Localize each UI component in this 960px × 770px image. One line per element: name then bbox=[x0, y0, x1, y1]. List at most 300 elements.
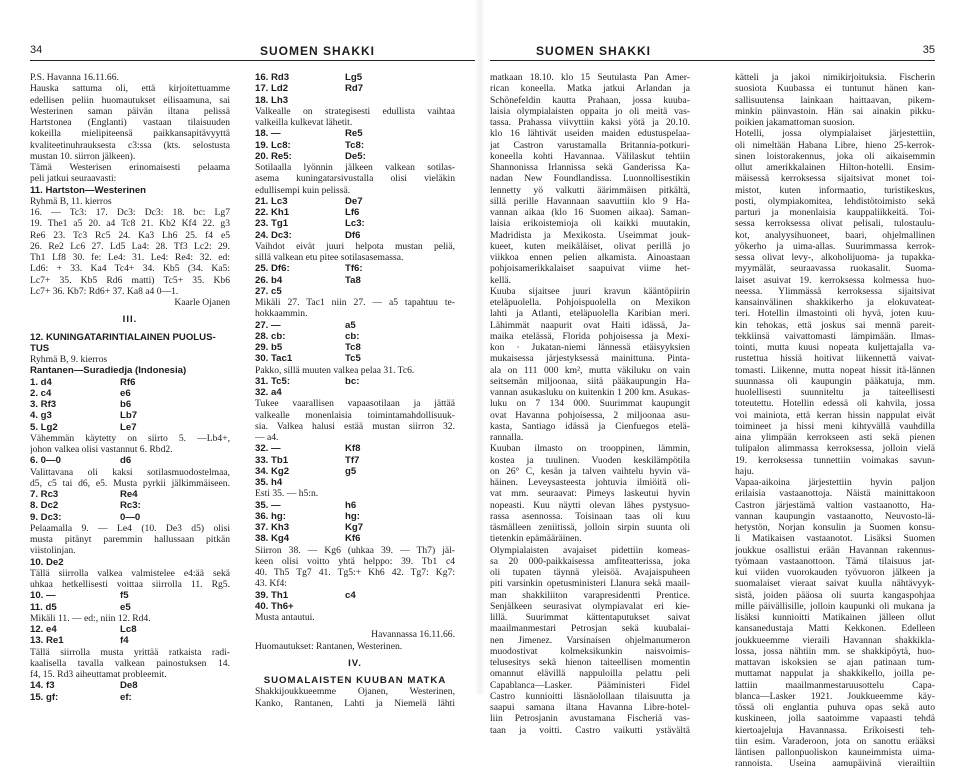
text-line: myymälät, seuraavassa ruokasalit. Suoma- bbox=[735, 263, 935, 275]
text-line: luku on 7 134 000. Suurimmat kaupungit bbox=[490, 398, 690, 410]
black-move: Kg7 bbox=[345, 522, 364, 533]
text-line: Kanko, Rantanen, Lahti ja Niemelä lähti bbox=[255, 697, 455, 709]
text-line: kasta, Santiago idässä ja Cienfuegos etelä- bbox=[490, 420, 690, 432]
text-line: kin tehokas, että joskus sai mennä pareit- bbox=[735, 319, 935, 331]
text-line: kot, analyysihuoneet, baari, ohjelmallinen bbox=[735, 229, 935, 241]
text-line: sillä valkean etu pitee sotilasasemassa. bbox=[255, 252, 404, 263]
text-line: Mikäli 11. — ed:, niin 12. Rd4. bbox=[30, 612, 151, 624]
move-line bbox=[255, 207, 455, 218]
black-move: Le7 bbox=[120, 421, 137, 433]
text-line: suosiota Kuubassa ei tuntunut hänen kan- bbox=[735, 83, 935, 95]
text-line: vat mm. seuraavat: Pimeys laskeutui hyvin bbox=[490, 488, 690, 500]
left-page-number: 34 bbox=[30, 44, 43, 56]
move-line bbox=[255, 455, 455, 466]
text-line: Shakkijoukkueemme Ojanen, Westerinen, bbox=[255, 686, 455, 698]
white-move: 1. d4 bbox=[30, 376, 52, 388]
text-line: Hotelli, jossa olympialaiset järjestettiin, bbox=[735, 128, 935, 140]
text-line: Re6 23. Tc3 Rc5 24. Ka3 Lh6 25. f4 e5 bbox=[30, 229, 230, 241]
bold-line: TUS bbox=[30, 342, 50, 354]
black-move: d6 bbox=[120, 455, 132, 467]
text-line: kellä. bbox=[490, 274, 512, 286]
text-line: 16. — Tc3: 17. Dc3: Dc3: 18. bc: Lg7 bbox=[30, 207, 230, 218]
text-line: sa 20 000-paikkaisessa amfiteatterissa, joka bbox=[490, 555, 690, 567]
text-line: liin Petrosjanin avustamana Fischeriä vas- bbox=[490, 713, 690, 725]
white-move: 11. d5 bbox=[30, 601, 57, 613]
text-line: d5, c5 tai d6, e5. Musta pyrkii jälkimmäiseen. bbox=[30, 477, 230, 489]
text-line: sallisuutensa lainkaan haittaavan, pikem- bbox=[735, 94, 935, 106]
white-move: 24. Dc3: bbox=[255, 229, 292, 241]
text-line: viistolinjan. bbox=[30, 545, 76, 557]
text-line: Westerinen saman päivän iltana pelissä bbox=[30, 105, 230, 117]
white-move: 30. Tac1 bbox=[255, 353, 293, 365]
text-line: rannalla. bbox=[490, 432, 524, 443]
move-line bbox=[30, 410, 230, 421]
move-line bbox=[30, 635, 230, 646]
text-line: mukaisessa järjestyksessä mainittuna. Pinta- bbox=[490, 353, 690, 365]
text-line: — a4. bbox=[255, 432, 279, 443]
black-move: Ta8 bbox=[345, 274, 361, 286]
text-line: 19. kerroksessa tunnettiin voimakas savun- bbox=[735, 454, 935, 466]
white-move: 16. Rd3 bbox=[255, 72, 290, 83]
white-move: 35. — bbox=[255, 499, 281, 511]
text-line: minkin päinvastoin. Hän sai ainakin pikku- bbox=[735, 105, 935, 117]
text-line: on 26° C, kesän ja talven vaihtelu hyvin vä- bbox=[490, 465, 690, 477]
text-line: omannut elävillä nappuloilla pelattu peli bbox=[490, 668, 690, 680]
right-header-rule bbox=[490, 60, 935, 61]
white-move: 17. Ld2 bbox=[255, 83, 289, 95]
text-line: li Matikaisen vastaanotot. Lisäksi Suomen bbox=[735, 533, 935, 545]
text-line: oli nimeltään Habana Libre, hieno 25-kerrok- bbox=[735, 139, 935, 151]
left-page-header bbox=[30, 44, 475, 60]
text-line: kiertoajeluja Havannassa. Erikoisesti teh- bbox=[735, 724, 935, 736]
move-line bbox=[30, 399, 230, 410]
move-line bbox=[30, 590, 230, 601]
white-move: 7. Rc3 bbox=[30, 489, 59, 500]
black-move: g5 bbox=[345, 465, 357, 477]
bold-line: 27. c5 bbox=[255, 285, 282, 297]
text-line: rustettua hissiä hoitivat liikennettä vaivat- bbox=[735, 353, 935, 365]
black-move: Tc5 bbox=[345, 353, 361, 365]
text-line: P.S. Havanna 16.11.66. bbox=[30, 72, 119, 83]
text-line: kvaliteetinuhrauksesta c3:ssa (kts. selostusta bbox=[30, 139, 230, 151]
black-move: h6 bbox=[345, 499, 357, 511]
move-line bbox=[255, 140, 455, 151]
left-running-title: SUOMEN SHAKKI bbox=[260, 44, 376, 58]
text-line: saapui samana iltana Havanna Libre-hotel- bbox=[490, 702, 690, 713]
text-line: toimineet ja hissi meni kihtyvällä vauhdilla bbox=[735, 420, 935, 432]
text-line: Castro kunnioitti läsnäolollaan tilaisuutta ja bbox=[490, 690, 690, 702]
text-line: mille päivällisille, jolloin kaupunki oli mukana ja bbox=[735, 600, 935, 612]
text-line: piti varsinkin opetusministeri Llanura sekä maail- bbox=[490, 578, 690, 590]
white-move: 18. — bbox=[255, 128, 281, 140]
text-line: kokeilla mielipiteensä paikkansapitävyyttä bbox=[30, 128, 230, 140]
bold-line: 12. KUNINGATARINTIALAINEN PUOLUS- bbox=[30, 331, 216, 343]
text-line: tössä oli englantia puhuva opas sekä auto bbox=[735, 702, 935, 713]
text-line: kansainvälinen shakkikerho ja elokuvateat- bbox=[735, 297, 935, 308]
text-line: Valittavana oli kaksi sotilasmuodostelmaa, bbox=[30, 466, 230, 478]
move-line bbox=[255, 443, 455, 454]
black-move: f5 bbox=[120, 590, 129, 602]
text-line: teri. Hotellin ilmastointi oli hyvä, joten kuu- bbox=[735, 308, 935, 320]
text-line: Vapaa-aikoina järjestettiin hyvin paljon bbox=[735, 477, 935, 488]
text-line: ollut amerikkalainen Hilton-hotelli. Ensim- bbox=[735, 162, 935, 173]
text-line: Vaihdot eivät juuri helpota mustan peliä, bbox=[255, 240, 455, 252]
move-line bbox=[255, 522, 455, 533]
white-move: 25. Df6: bbox=[255, 263, 290, 275]
move-line bbox=[255, 511, 455, 522]
text-line: hetystön, Norjan konsulin ja Suomen konsu- bbox=[735, 522, 935, 533]
text-line: mustan 10. siirron jälkeen). bbox=[30, 150, 136, 162]
text-line: Hauska sattuma oli, että kirjoitettuamme bbox=[30, 83, 230, 95]
text-line: tietenkin epämääräinen. bbox=[490, 533, 582, 545]
black-move: Tc8 bbox=[345, 342, 361, 353]
text-line: kansanedustaja Matti Kekkonen. Edelleen bbox=[735, 623, 935, 635]
text-line: Madridista ja Mexikosta. Useimmat jouk- bbox=[490, 229, 690, 241]
move-line bbox=[255, 500, 455, 511]
move-line bbox=[255, 466, 455, 477]
black-move: cb: bbox=[345, 330, 360, 342]
text-line: maika etelässä, Florida pohjoisessa ja Mexi- bbox=[490, 330, 690, 342]
text-line: Vähemmän käytetty on siirto 5. —Lb4+, bbox=[30, 432, 230, 444]
bold-line: 32. a4 bbox=[255, 387, 282, 398]
text-line: Huomautukset: Rantanen, Westerinen. bbox=[255, 640, 403, 652]
text-line: sessa kerroksessa olivat pelisali, tulostaulu- bbox=[735, 218, 935, 230]
text-line: 19. The1 a5 20. a4 Tc8 21. Kb2 Kf4 22. g3 bbox=[30, 218, 230, 230]
text-line: Tällä siirrolla musta yrittää ratkaista radi- bbox=[30, 646, 230, 658]
text-line: voi mainiota, että kerran hissin nappulat eivät bbox=[735, 409, 935, 421]
white-move: 15. gf: bbox=[30, 691, 59, 703]
text-line: tomasti. Liikenne, mutta nopeat hissit itä-lännen bbox=[735, 364, 935, 376]
text-line: sinen loistorakennus, joka oli aikaisemmin bbox=[735, 150, 935, 162]
text-line: tulipalon alimmassa kerroksessa, jolloin vielä bbox=[735, 443, 935, 455]
move-line bbox=[30, 512, 230, 523]
black-move: a5 bbox=[345, 319, 356, 331]
bold-line: 40. Th6+ bbox=[255, 600, 294, 612]
text-line: Th1 Lf8 30. fe: Le4: 31. Le4: Re4: 32. ed: bbox=[30, 252, 230, 263]
move-line bbox=[255, 320, 455, 331]
text-line: joukkueemme vieraili Havannan shakkikla- bbox=[735, 634, 935, 646]
white-move: 3. Rf3 bbox=[30, 399, 57, 410]
text-line: haju. bbox=[735, 465, 754, 477]
black-move: Tf6: bbox=[345, 263, 363, 275]
black-move: e5 bbox=[120, 601, 131, 613]
text-line: Lc7+ 35. Kb5 Rd6 matti) Tc5+ 35. Kb6 bbox=[30, 274, 230, 286]
bold-line: 11. Hartston—Westerinen bbox=[30, 184, 147, 196]
text-line: ovat Havanna pohjoisessa, 2 miljoonaa asu- bbox=[490, 409, 690, 421]
white-move: 38. Kg4 bbox=[255, 533, 290, 545]
black-move: Lc3: bbox=[345, 218, 365, 230]
text-line: neessa. Ylimmässä kerroksessa sijaitsivat bbox=[735, 285, 935, 297]
text-line: vannan aikaa (klo 16 Suomen aikaa). Saman- bbox=[490, 207, 690, 218]
text-line: Ryhmä B, 9. kierros bbox=[30, 354, 108, 365]
text-line: mäisessä kerroksessa sijaitsivat monet toi- bbox=[735, 173, 935, 185]
right-page-number: 35 bbox=[922, 44, 935, 56]
text-line: f4, 15. Rd3 aiheuttamat probleemit. bbox=[30, 669, 167, 680]
black-move: Kf8 bbox=[345, 443, 361, 455]
left-header-rule bbox=[30, 60, 475, 61]
section-heading: IV. bbox=[348, 657, 362, 669]
black-move: Rc3: bbox=[120, 500, 141, 512]
text-line: taan ja voitti. Castro vaikutti ystävältä bbox=[490, 724, 690, 736]
white-move: 27. — bbox=[255, 319, 281, 331]
text-line: läntisen pallonpuoliskon kauneimmista uima- bbox=[735, 747, 935, 758]
text-line: yökerho ja uima-allas. Suurimmassa kerrok- bbox=[735, 240, 935, 252]
move-line bbox=[255, 218, 455, 229]
text-line: Castron järjestämä valtion vastaanotto, Ha- bbox=[735, 499, 935, 511]
text-column-1 bbox=[30, 72, 230, 703]
text-line: tekkiinsä vaivattomasti lämpimään. Ilmas- bbox=[735, 330, 935, 342]
black-move: c4 bbox=[345, 589, 356, 601]
text-line: rassa asennossa. Toisinaan taas oli kuu bbox=[490, 510, 690, 522]
move-line bbox=[255, 353, 455, 364]
move-line bbox=[30, 692, 230, 703]
text-line: sistä, joiden pääosa oli suurta kangaspohjaa bbox=[735, 589, 935, 601]
text-line: lisäksi kunnioitti Matikainen jälleen ollut bbox=[735, 612, 935, 623]
text-line: 26. Re2 Lc6 27. Ld5 La4: 28. Tf3 Lc2: 29. bbox=[30, 240, 230, 252]
text-line: pohjoisamerikkalaiset saapuivat viime het- bbox=[490, 263, 690, 275]
black-move: 0—0 bbox=[120, 511, 141, 523]
text-line: Havannassa 16.11.66. bbox=[371, 629, 455, 641]
white-move: 28. cb: bbox=[255, 330, 286, 342]
text-line: Ld6: + 33. Ka4 Tc4+ 34. Kb5 (34. Ka5: bbox=[30, 263, 230, 275]
text-line: aina ylimpään kerrokseen asti sekä pienen bbox=[735, 432, 935, 443]
text-line: Siirron 38. — Kg6 (uhkaa 39. — Th7) jäl- bbox=[255, 544, 455, 556]
text-line: lahti ja Atlanti, eteläpuolella Karibian meri. bbox=[490, 308, 690, 320]
text-line: työmaan vastaanottoon. Tämä tilaisuus jat- bbox=[735, 555, 935, 567]
text-line: Pakko, sillä muuten valkea pelaa 31. Tc6. bbox=[255, 364, 415, 376]
text-line: suunnassa oli kaupungin pääkatuja, mm. bbox=[735, 375, 935, 387]
text-line: tassa. Prahassa viivyttiin kaksi yötä ja 20.10. bbox=[490, 117, 690, 128]
white-move: 33. Tb1 bbox=[255, 454, 289, 466]
text-line: blanca—Lasker 1921. Joukkueemme käy- bbox=[735, 690, 935, 702]
black-move: De5: bbox=[345, 150, 366, 162]
text-line: keen olisi voitto yhtä helppo: 39. Tb1 c4 bbox=[255, 555, 455, 567]
move-line bbox=[30, 388, 230, 399]
text-column-3 bbox=[490, 72, 690, 736]
text-line: telusesitys sekä hienon taiteellisen momentin bbox=[490, 657, 690, 668]
text-line: muodostivat kolmeksikunkin naisvoimis- bbox=[490, 645, 690, 657]
text-line: nen Jimenez. Varsinaisen ohjelmanumeron bbox=[490, 634, 690, 646]
white-move: 6. 0—0 bbox=[30, 455, 61, 467]
move-line bbox=[30, 377, 230, 388]
text-line: Kuuba sijaitsee juuri kravun kääntöpiirin bbox=[490, 285, 690, 297]
move-line bbox=[30, 680, 230, 691]
text-line: kostea ja tuulinen. Vuoden keskilämpötila bbox=[490, 454, 690, 466]
bold-line: 35. h4 bbox=[255, 477, 283, 488]
text-line: edullisempi kuin pelissä. bbox=[255, 184, 351, 196]
text-line: täsmälleen zeniitissä, jolloin sirpin suunta oli bbox=[490, 522, 690, 533]
move-line bbox=[255, 230, 455, 241]
text-line: poikien jakamattoman suosion. bbox=[735, 117, 855, 128]
text-line: peli jatkui seuraavasti: bbox=[30, 173, 117, 185]
text-line: Shannonissa Irlannissa sekä Ganderissa Ka- bbox=[490, 162, 690, 173]
move-line bbox=[30, 624, 230, 635]
text-line: Lc7+ 36. Kb7: Rd6+ 37. Ka8 a4 0—1. bbox=[30, 285, 179, 297]
text-line: tiin esim. Varaderoon, jota on sanottu erääksi bbox=[735, 735, 935, 747]
text-line: hokkaammin. bbox=[255, 308, 308, 320]
move-line bbox=[255, 275, 455, 286]
text-line: lossa, jossa nähtiin mm. se shakkipöytä, huo- bbox=[735, 645, 935, 657]
black-move: De7 bbox=[345, 195, 363, 207]
move-line bbox=[255, 590, 455, 601]
text-line: valkealle monenlaisia toimintamahdollisuuk- bbox=[255, 409, 455, 421]
white-move: 4. g3 bbox=[30, 410, 52, 422]
text-line: johon valkea olisi vastannut 6. Rbd2. bbox=[30, 444, 173, 455]
text-line: erilaisia vastaanottoja. Näistä mainittakoon bbox=[735, 488, 935, 500]
black-move: ef: bbox=[120, 691, 132, 703]
text-line: oli tupaten täynnä yleisöä. Avajaispuheen bbox=[490, 567, 690, 578]
right-running-title: SUOMEN SHAKKI bbox=[536, 44, 652, 58]
white-move: 21. Lc3 bbox=[255, 195, 288, 207]
white-move: 39. Th1 bbox=[255, 589, 289, 601]
black-move: e6 bbox=[120, 387, 131, 399]
white-move: 36. hg: bbox=[255, 510, 286, 522]
text-line: viikkoa ennen pelien alkamista. Ainoastaan bbox=[490, 252, 690, 263]
black-move: Rd7 bbox=[345, 83, 364, 95]
white-move: 29. b5 bbox=[255, 342, 283, 353]
white-move: 19. Lc8: bbox=[255, 139, 291, 151]
move-line bbox=[30, 602, 230, 613]
text-line: edellisen peliin huomautukset eilisaamuna, sai bbox=[30, 94, 230, 106]
white-move: 34. Kg2 bbox=[255, 465, 290, 477]
black-move: bc: bbox=[345, 375, 360, 387]
text-line: uhkaa hetkellisesti voittaa siirrolla 11. Rg5. bbox=[30, 579, 230, 590]
text-line: muttamat nappulat ja shakkikello, joilla pe- bbox=[735, 668, 935, 680]
text-line: valkeilla kulkevat lähetit. bbox=[255, 117, 353, 128]
text-line: maailmanmestari Petrosjan sekä kuubalai- bbox=[490, 623, 690, 635]
black-move: Rf6 bbox=[120, 376, 136, 388]
text-line: vannan asukasluku on kuitenkin 1 200 km. Asukas- bbox=[490, 387, 690, 398]
move-line bbox=[255, 331, 455, 342]
page-fold bbox=[475, 0, 485, 694]
text-line: rannoista. Useina aamupäivinä vierailtiin bbox=[735, 758, 935, 770]
text-line: Kaarle Ojanen bbox=[174, 297, 230, 308]
text-line: asema kuningatarsivustalla olisi vieläkin bbox=[255, 173, 455, 185]
text-line: mattavan iskoksien se ajan patinaan tum- bbox=[735, 657, 935, 668]
bold-line: 18. Lh3 bbox=[255, 94, 289, 106]
white-move: 13. Re1 bbox=[30, 635, 64, 647]
text-line: kätteli ja jakoi nimikirjoituksia. Fischerin bbox=[735, 72, 935, 83]
text-column-2 bbox=[255, 72, 455, 709]
text-line: musta pitänyt paremmin hallussaan pitkän bbox=[30, 534, 230, 545]
text-line: Esti 35. — h5:n. bbox=[255, 488, 319, 500]
black-move: hg: bbox=[345, 510, 360, 522]
black-move: b6 bbox=[120, 399, 132, 410]
text-line: laisia erikoistemioja oli kaikki muutakin, bbox=[490, 218, 690, 230]
text-line: lattiin maailmanmestaruusottelu Capa- bbox=[735, 679, 935, 691]
text-line: ala on 111 000 km², mutta väkiluku on vain bbox=[490, 364, 690, 376]
right-page-header bbox=[490, 44, 935, 60]
black-move: Lg5 bbox=[345, 72, 363, 83]
text-line: laisia olympialaisten oppaita jo oli meitä vas- bbox=[490, 105, 690, 117]
move-line bbox=[255, 533, 455, 544]
move-line bbox=[255, 83, 455, 94]
text-line: kuskineen, jolla saatoimme vapaasti tehdä bbox=[735, 713, 935, 725]
text-line: man shakkiliiton varapresidentti Prentice. bbox=[490, 589, 690, 601]
white-move: 23. Tg1 bbox=[255, 218, 289, 230]
text-line: lennetty yö valkutti äärimmäisen pitkältä, bbox=[490, 184, 690, 196]
white-move: 14. f3 bbox=[30, 680, 55, 692]
white-move: 32. — bbox=[255, 443, 281, 455]
text-line: Pelaamalla 9. — Le4 (10. De3 d5) olisi bbox=[30, 522, 230, 534]
text-line: kueet, kuten meikäläiset, olivat perillä jo bbox=[490, 240, 690, 252]
text-line: rican koneella. Matka jatkui Arlandan ja bbox=[490, 83, 690, 95]
text-line: joukkue osallistui erään Havannan rakennus- bbox=[735, 544, 935, 556]
text-line: seitsemän miljoonaa, siitä pääkaupungin Ha- bbox=[490, 375, 690, 387]
text-line: Lähimmät naapurit ovat Haiti idässä, Ja- bbox=[490, 319, 690, 331]
white-move: 37. Kh3 bbox=[255, 522, 290, 533]
white-move: 26. b4 bbox=[255, 274, 283, 286]
text-line: 43. Kf4: bbox=[255, 578, 287, 590]
text-line: sessa olivat levy-, alkoholijuoma- ja tupakka- bbox=[735, 252, 935, 263]
white-move: 2. c4 bbox=[30, 387, 52, 399]
text-line: toteutettu. Hotellin edessä oli kahvila, jossa bbox=[735, 398, 935, 410]
text-line: Tukee vaarallisen vapaasotilaan ja jättää bbox=[255, 398, 455, 410]
move-line bbox=[30, 489, 230, 500]
black-move: Kf6 bbox=[345, 533, 361, 545]
text-line: Capablanca—Lasker. Pääministeri Fidel bbox=[490, 679, 690, 691]
text-line: sillä perille Havannaan saavuttiin klo 9 Ha- bbox=[490, 195, 690, 207]
text-line: mistot, kuten informaatio, turistikeskus, bbox=[735, 184, 935, 196]
section-heading: III. bbox=[122, 314, 138, 326]
text-line: vannan kaupungin vastaanotto, Neuvosto-lä- bbox=[735, 510, 935, 522]
move-line bbox=[255, 196, 455, 207]
black-move: Lb7 bbox=[120, 410, 138, 422]
text-line: klo 16 lähtivät useiden maiden edustuspelaa- bbox=[490, 128, 690, 140]
text-line: Schönefeldin kautta Prahaan, jossa kuuba- bbox=[490, 94, 690, 106]
text-line: parturi ja monenlaisia kauppaliikkeitä. Toi- bbox=[735, 207, 935, 218]
move-line bbox=[255, 342, 455, 353]
black-move: Df6 bbox=[345, 229, 361, 241]
text-line: sia. Valkea halusi estää mustan siirron 32. bbox=[255, 420, 455, 432]
white-move: 31. Tc5: bbox=[255, 375, 291, 387]
white-move: 8. Dc2 bbox=[30, 500, 59, 512]
text-line: jat Castron varustamalla Britannia-potkuri- bbox=[490, 139, 690, 151]
text-line: Kuuban ilmasto on trooppinen, lämmin, bbox=[490, 443, 690, 455]
white-move: 20. Re5: bbox=[255, 150, 292, 162]
text-line: kon · Jukatan-niemi lännessä etäisyyksien bbox=[490, 342, 690, 353]
text-line: Valkealle on strategisesti edullista vaihtaa bbox=[255, 105, 455, 117]
text-line: Hartstonea (Englanti) vastaan tilaisuuden bbox=[30, 117, 230, 128]
text-line: Musta antautui. bbox=[255, 612, 315, 623]
move-line bbox=[255, 376, 455, 387]
text-line: kaalisella tavalla valkean painostuksen 14. bbox=[30, 657, 230, 669]
text-line: suomalaiset vieraat saivat kuulla nähtävyyk- bbox=[735, 578, 935, 590]
text-line: laiset asuivat 19. kerroksessa kolmessa huo- bbox=[735, 274, 935, 286]
text-line: häinen. Leveysasteesta johtuvia ilmiöitä oli- bbox=[490, 477, 690, 488]
move-line bbox=[30, 455, 230, 466]
white-move: 10. — bbox=[30, 590, 56, 602]
text-line: Olympialaisten avajaiset pidettiin komeas- bbox=[490, 544, 690, 556]
text-line: tointi, mutta kuusi nopeata kuljettajalla va- bbox=[735, 342, 935, 353]
white-move: 12. e4 bbox=[30, 624, 57, 635]
text-line: Sotilaalla lyönnin jälkeen valkean sotilas- bbox=[255, 162, 455, 173]
text-column-4 bbox=[735, 72, 935, 770]
move-line bbox=[255, 72, 455, 83]
bold-line: 10. De2 bbox=[30, 556, 64, 568]
white-move: 22. Kh1 bbox=[255, 207, 290, 218]
text-line: Tällä siirrolla valkea valmistelee e4:ää sekä bbox=[30, 567, 230, 579]
text-line: kui viiden vuorokauden työvuoron jälkeen ja bbox=[735, 567, 935, 578]
text-line: matkaan 18.10. klo 15 Seutulasta Pan Amer- bbox=[490, 72, 690, 83]
black-move: Re4 bbox=[120, 489, 138, 500]
move-line bbox=[30, 500, 230, 511]
text-line: huolellisesti suunniteltu ja taiteellisesti bbox=[735, 387, 935, 398]
text-line: nadan New Foundlandissa. Luonnollisestikin bbox=[490, 173, 690, 185]
text-line: Ryhmä B, 11. kierros bbox=[30, 195, 112, 207]
move-line bbox=[255, 263, 455, 274]
black-move: Tf7 bbox=[345, 454, 360, 466]
